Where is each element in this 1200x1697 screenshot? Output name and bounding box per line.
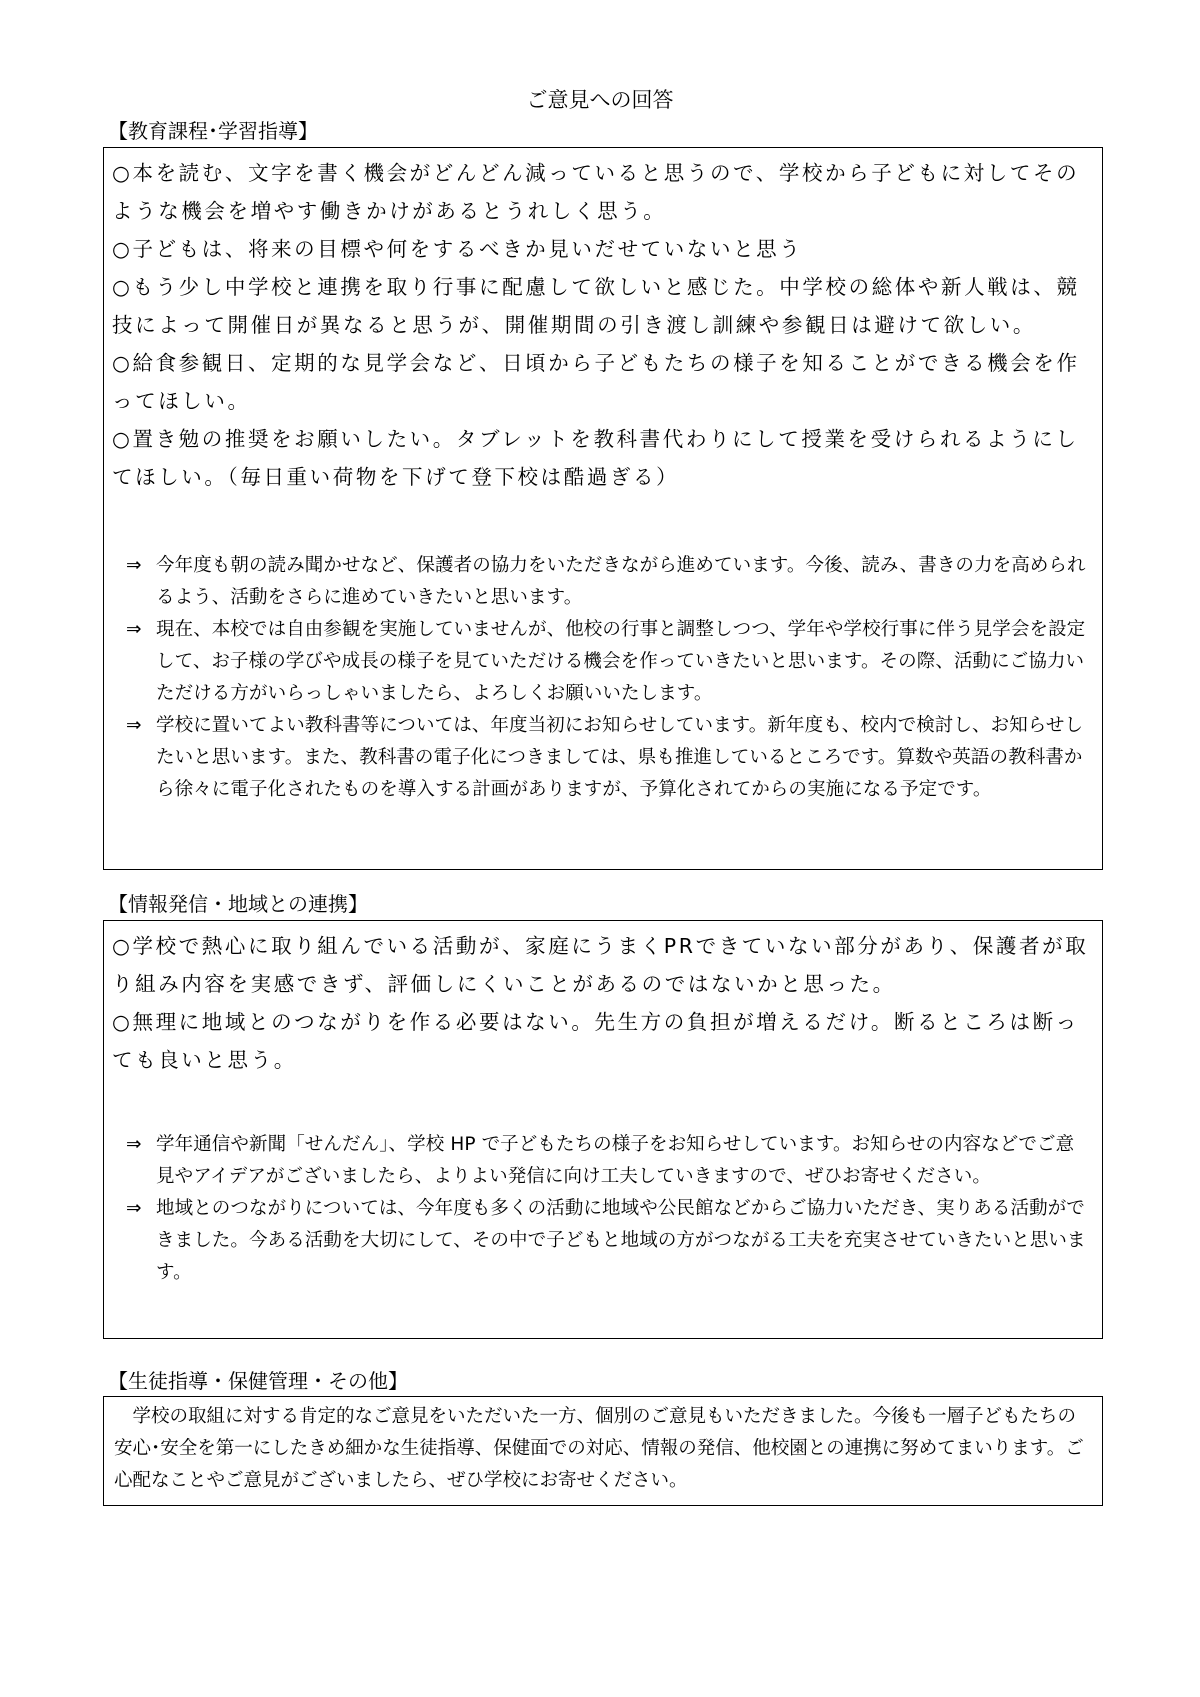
section-heading-guidance: 【生徒指導・保健管理・その他】 [108,1369,408,1393]
arrow-icon: ⇒ [126,1198,142,1219]
section-box-communication [103,920,1103,1339]
answer-item [126,550,1090,614]
opinion-item: ○給食参観日、定期的な見学会など、日頃から子どもたちの様子を知ることができる機会を作ってほしい。 [112,351,1080,413]
section-heading-curriculum: 【教育課程･学習指導】 [108,119,318,143]
answer-text: 今年度も朝の読み聞かせなど、保護者の協力をいただきながら進めています。今後、読み、書きの力を高められるよう、活動をさらに進めていきたいと思います。 [156,555,1086,608]
section-box-guidance [103,1396,1103,1506]
answer-item [126,710,1090,806]
answer-text: 地域とのつながりについては、今年度も多くの活動に地域や公民館などからご協力いただき、実りある活動ができました。今ある活動を大切にして、その中で子どもと地域の方がつながる工夫を充実させていきたいと思います。 [156,1198,1086,1283]
arrow-icon: ⇒ [126,715,142,736]
answer-text: 現在、本校では自由参観を実施していませんが、他校の行事と調整しつつ、学年や学校行事に伴う見学会を設定して、お子様の学びや成長の様子を見ていただける機会を作っていきたいと思います。その際、活動にご協力いただける方がいらっしゃいましたら、よろしくお願いいたします。 [156,619,1086,704]
page-title: ご意見への回答 [526,88,674,112]
opinion-item: ○無理に地域とのつながりを作る必要はない。先生方の負担が増えるだけ。断るところは断っても良いと思う。 [112,1010,1079,1072]
opinion-list [104,148,1102,496]
answer-item [126,1193,1090,1289]
arrow-icon: ⇒ [126,1134,142,1155]
opinion-list [104,921,1102,1079]
answer-list [104,550,1102,806]
answer-text: 学年通信や新聞「せんだん」、学校 HP で子どもたちの様子をお知らせしています。お知らせの内容などでご意見やアイデアがございましたら、よりよい発信に向け工夫していきますので、ぜひお寄せください。 [156,1134,1075,1187]
answer-list [104,1129,1102,1289]
summary-text: 学校の取組に対する肯定的なご意見をいただいた一方、個別のご意見もいただきました。今後も一層子どもたちの安心･安全を第一にしたきめ細かな生徒指導、保健面での対応、情報の発信、他校園との連携に努めてまいります。ご心配なことやご意見がございましたら、ぜひ学校にお寄せください。 [114,1406,1084,1491]
opinion-item: ○本を読む、文字を書く機会がどんどん減っていると思うので、学校から子どもに対してそのような機会を増やす働きかけがあるとうれしく思う。 [112,161,1080,223]
section-box-curriculum [103,147,1103,870]
opinion-item: ○子どもは、将来の目標や何をするべきか見いだせていないと思う [112,237,803,261]
answer-item [126,1129,1090,1193]
opinion-item: ○学校で熱心に取り組んでいる活動が、家庭にうまくPRできていない部分があり、保護者が取り組み内容を実感できず、評価しにくいことがあるのではないかと思った。 [112,934,1089,996]
answer-item [126,614,1090,710]
opinion-item: ○もう少し中学校と連携を取り行事に配慮して欲しいと感じた。中学校の総体や新人戦は、競技によって開催日が異なると思うが、開催期間の引き渡し訓練や参観日は避けて欲しい。 [112,275,1080,337]
opinion-item: ○置き勉の推奨をお願いしたい。タブレットを教科書代わりにして授業を受けられるようにしてほしい。（毎日重い荷物を下げて登下校は酷過ぎる） [112,427,1079,489]
arrow-icon: ⇒ [126,555,142,576]
section-heading-communication: 【情報発信・地域との連携】 [108,892,368,916]
arrow-icon: ⇒ [126,619,142,640]
answer-text: 学校に置いてよい教科書等については、年度当初にお知らせしています。新年度も、校内で検討し、お知らせしたいと思います。また、教科書の電子化につきましては、県も推進しているところです。算数や英語の教科書から徐々に電子化されたものを導入する計画がありますが、予算化されてからの実施になる予定です。 [156,715,1084,800]
